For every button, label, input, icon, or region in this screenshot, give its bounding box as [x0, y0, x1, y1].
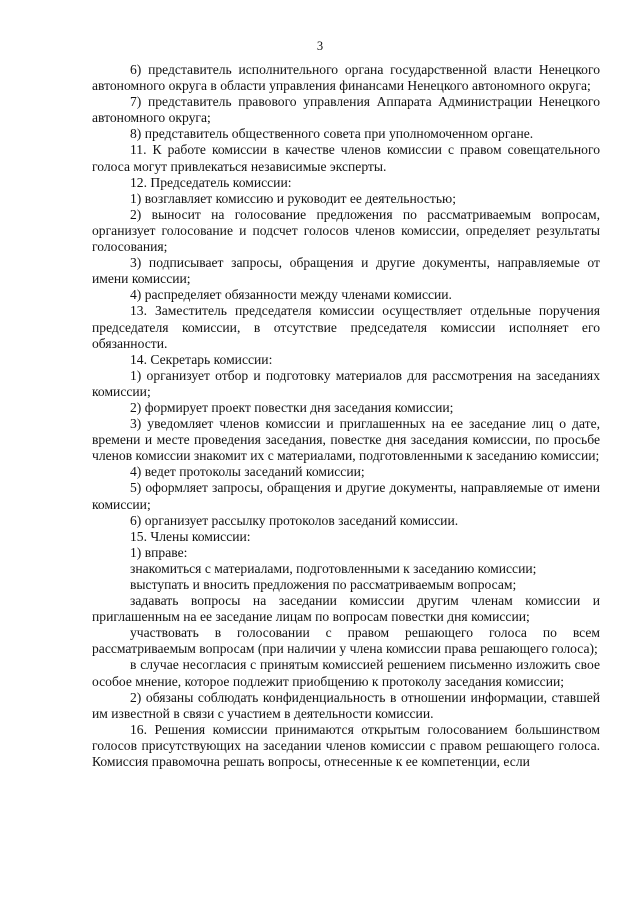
- paragraph: 11. К работе комиссии в качестве членов комиссии с правом совещательного голоса могут привлекаться независимые эксперты.: [92, 142, 600, 174]
- paragraph: 6) представитель исполнительного органа государственной власти Ненецкого автономного округа в области управления финансами Ненецкого автономного округа;: [92, 62, 600, 94]
- paragraph: выступать и вносить предложения по рассматриваемым вопросам;: [130, 577, 517, 592]
- paragraph: 7) представитель правового управления Аппарата Администрации Ненецкого автономного округа;: [92, 94, 600, 126]
- paragraph: 2) формирует проект повестки дня заседания комиссии;: [130, 399, 454, 415]
- paragraph: участвовать в голосовании с правом решающего голоса по всем рассматриваемым вопросам (при наличии у члена комиссии права решающего голоса);: [92, 625, 600, 657]
- paragraph: 15. Члены комиссии:: [130, 528, 251, 544]
- paragraph: 3) подписывает запросы, обращения и другие документы, направляемые от имени комиссии;: [92, 255, 600, 287]
- paragraph: 1) вправе:: [130, 544, 188, 560]
- paragraph: 5) оформляет запросы, обращения и другие документы, направляемые от имени комиссии;: [92, 480, 600, 512]
- paragraph: 12. Председатель комиссии:: [130, 174, 292, 190]
- paragraph: 2) выносит на голосование предложения по рассматриваемым вопросам, организует голосование и подсчет голосов членов комиссии, определяет результаты голосования;: [92, 206, 600, 255]
- paragraph: задавать вопросы на заседании комиссии другим членам комиссии и приглашенным на ее заседание лицам по вопросам повестки дня комиссии;: [92, 593, 600, 625]
- paragraph: 16. Решения комиссии принимаются открытым голосованием большинством голосов присутствующих на заседании членов комиссии с правом решающего голоса. Комиссия правомочна решать вопросы, отнесенные к ее компетенции, если: [92, 721, 600, 770]
- paragraph: 1) возглавляет комиссию и руководит ее деятельностью;: [130, 190, 456, 206]
- paragraph: 4) распределяет обязанности между членами комиссии.: [130, 287, 452, 303]
- paragraph: 1) организует отбор и подготовку материалов для рассмотрения на заседаниях комиссии;: [92, 367, 600, 399]
- paragraph: 13. Заместитель председателя комиссии осуществляет отдельные поручения председателя комиссии, в отсутствие председателя комиссии исполняет его обязанности.: [92, 303, 600, 351]
- paragraph: 4) ведет протоколы заседаний комиссии;: [130, 464, 365, 480]
- paragraph: знакомиться с материалами, подготовленными к заседанию комиссии;: [130, 560, 537, 576]
- document-body: [92, 62, 600, 770]
- paragraph: 14. Секретарь комиссии:: [130, 351, 273, 367]
- paragraph: 8) представитель общественного совета при уполномоченном органе.: [130, 126, 534, 142]
- paragraph: в случае несогласия с принятым комиссией решением письменно изложить свое особое мнение, которое подлежит приобщению к протоколу заседания комиссии;: [92, 657, 600, 689]
- paragraph: 6) организует рассылку протоколов заседаний комиссии.: [130, 512, 459, 528]
- paragraph: 3) уведомляет членов комиссии и приглашенных на ее заседание лиц о дате, времени и месте проведения заседания, повестке дня заседания комиссии, по просьбе членов комиссии знакомит их с материалами, подготовленными к заседанию комиссии;: [92, 416, 600, 464]
- page-number: 3: [316, 39, 324, 53]
- paragraph: 2) обязаны соблюдать конфиденциальность в отношении информации, ставшей им известной в связи с участием в деятельности комиссии.: [92, 689, 600, 721]
